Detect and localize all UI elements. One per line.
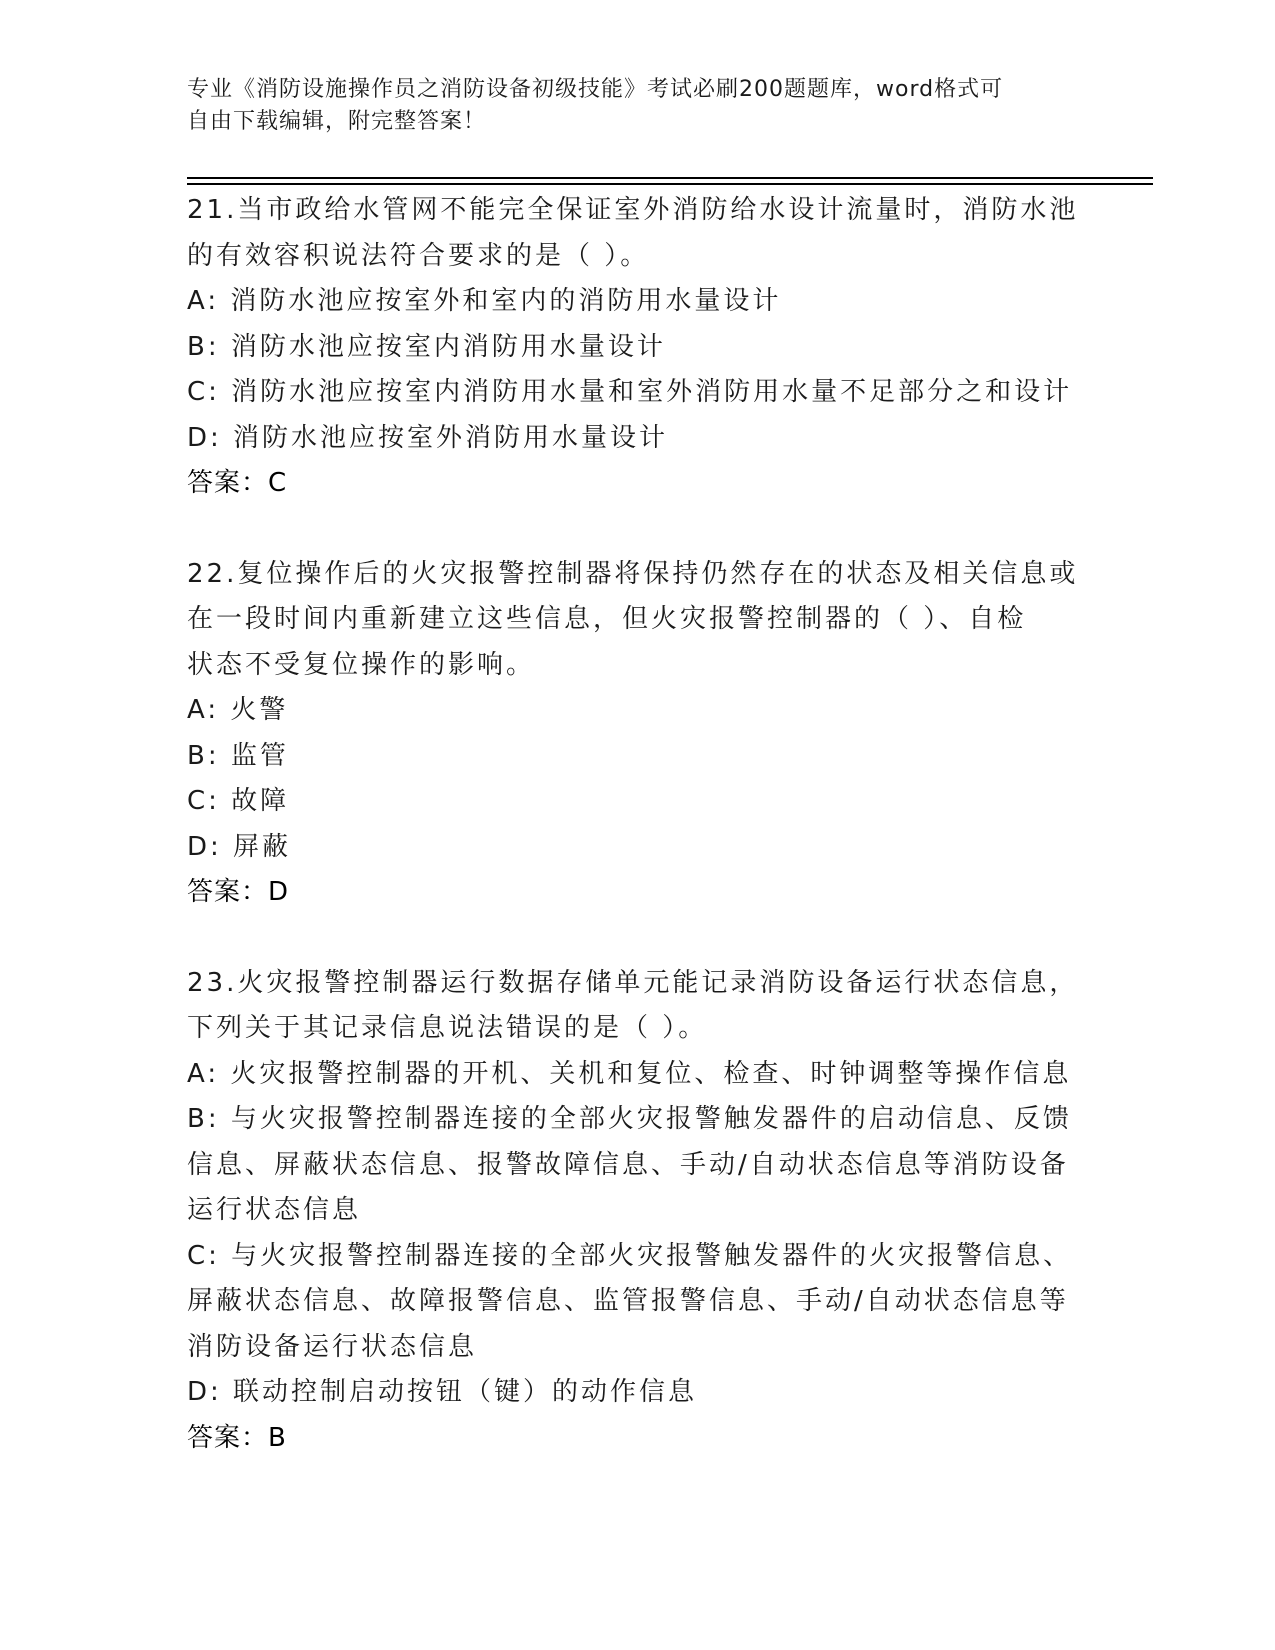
option-a: A: 火警	[187, 695, 289, 725]
question-stem-line: 在一段时间内重新建立这些信息，但火灾报警控制器的（ ）、自检	[187, 604, 1027, 634]
question-stem-line: 21.当市政给水管网不能完全保证室外消防给水设计流量时，消防水池	[187, 195, 1079, 225]
option-d: D: 联动控制启动按钮（键）的动作信息	[187, 1377, 698, 1407]
document-header	[187, 74, 1067, 138]
header-divider-top	[187, 177, 1153, 179]
question-21	[187, 188, 1087, 507]
option-c-continued: 屏蔽状态信息、故障报警信息、监管报警信息、手动/自动状态信息等	[187, 1286, 1069, 1316]
answer-label: 答案：D	[187, 877, 290, 907]
question-22	[187, 552, 1087, 916]
option-b-continued: 信息、屏蔽状态信息、报警故障信息、手动/自动状态信息等消防设备	[187, 1149, 1069, 1180]
question-list	[187, 188, 1087, 1461]
answer-label: 答案：B	[187, 1422, 287, 1453]
question-stem-line: 下列关于其记录信息说法错误的是（ ）。	[187, 1013, 708, 1043]
option-d: D: 屏蔽	[187, 831, 292, 862]
option-c: C: 消防水池应按室内消防用水量和室外消防用水量不足部分之和设计	[187, 377, 1073, 407]
option-b-continued: 运行状态信息	[187, 1195, 362, 1225]
question-stem-line: 23.火灾报警控制器运行数据存储单元能记录消防设备运行状态信息，	[187, 967, 1079, 998]
question-spacer	[187, 507, 1087, 552]
question-spacer	[187, 916, 1087, 961]
option-b: B: 与火灾报警控制器连接的全部火灾报警触发器件的启动信息、反馈	[187, 1104, 1072, 1134]
option-c-continued: 消防设备运行状态信息	[187, 1331, 478, 1362]
option-c: C: 故障	[187, 786, 290, 816]
question-stem-line: 22.复位操作后的火灾报警控制器将保持仍然存在的状态及相关信息或	[187, 558, 1079, 589]
option-d: D: 消防水池应按室外消防用水量设计	[187, 422, 669, 453]
question-23	[187, 961, 1087, 1462]
header-line-1: 专业《消防设施操作员之消防设备初级技能》考试必刷200题题库，word格式可	[187, 77, 1004, 102]
option-b: B: 消防水池应按室内消防用水量设计	[187, 331, 666, 362]
question-stem-line: 状态不受复位操作的影响。	[187, 649, 536, 680]
header-line-2: 自由下载编辑，附完整答案！	[187, 109, 487, 134]
header-divider-bottom	[187, 183, 1153, 185]
option-c: C: 与火灾报警控制器连接的全部火灾报警触发器件的火灾报警信息、	[187, 1240, 1073, 1271]
question-stem-line: 的有效容积说法符合要求的是（ ）。	[187, 240, 650, 271]
option-b: B: 监管	[187, 740, 289, 771]
option-a: A: 消防水池应按室外和室内的消防用水量设计	[187, 286, 782, 316]
option-a: A: 火灾报警控制器的开机、关机和复位、检查、时钟调整等操作信息	[187, 1058, 1072, 1089]
answer-label: 答案：C	[187, 468, 288, 498]
